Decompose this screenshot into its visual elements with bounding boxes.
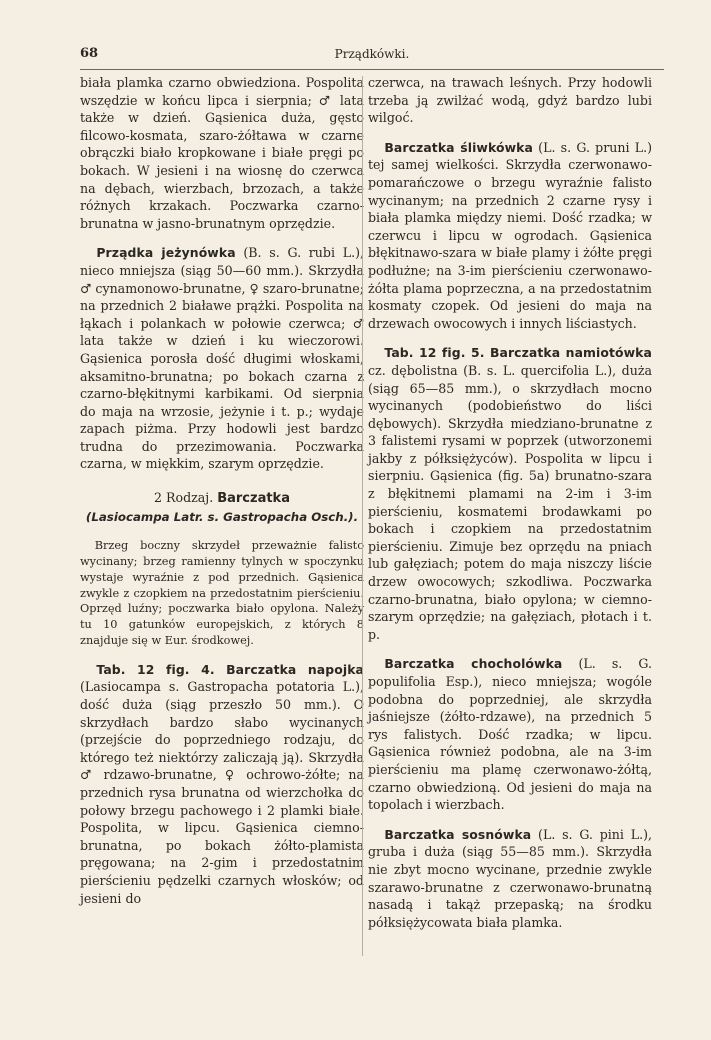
entry-text: (Lasiocampa s. Gastropacha potatoria L.), dość duża (siąg przeszło 50 mm.). O skrzydłach bardzo słabo wycinanych (przejście do poprzedniego rodzaju, do którego też niektórzy zaliczają ją). Skrzydła ♂ rdzawo-brunatne, ♀ ochrowo-żółte; na przednich rysa brunatna od wierzchołka do połowy brzegu pachowego i 2 plamki białe. Pospolita, w lipcu. Gąsienica ciemno-brunatna, po bokach żółto-plamista pręgowana; na 2-gim i przedostatnim pierścieniu pędzelki czarnych włosków; od jesieni do — [80, 679, 364, 906]
genus-latin-name: (Lasiocampa Latr. s. Gastropacha Osch.). — [85, 509, 359, 524]
entry-text: (B. s. G. rubi L.), nieco mniejsza (siąg 50—60 mm.). Skrzydła ♂ cynamonowo-brunatne, ♀ szaro-brunatne; na przednich 2 białawe prążki. Pospolita na łąkach i polankach w połowie czerwca; ♂ lata także w dzień i ku wieczorowi. Gąsienica porosła dość długimi włoskami, aksamitno-brunatna; po bokach czarna z czarno-błękitnymi karbikami. Od sierpnia do maja na wrzosie, jeżynie i t. p.; wydaje zapach piżma. Przy hodowli jest bardzo trudna do przezimowania. Poczwarka czarna, w miękkim, szarym oprzędzie. — [80, 245, 364, 472]
species-name: Barczatka chocholówka — [384, 656, 563, 672]
entry-text: (L. s. G. pruni L.) tej samej wielkości. Skrzydła czerwonawo-pomarańczowe o brzegu wyraźnie falisto wycinanym; na przednich 2 czarne rysy i biała plamka między niemi. Dość rzadka; w czerwcu i lipcu w ogrodach. Gąsienica błękitnawo-szara w białe plamy i żółte pręgi podłużne; na 3-im pierścieniu czerwonawo-żółta plama poprzeczna, a na przedostatnim kosmaty czopek. Od jesieni do maja na drzewach owocowych i innych liściastych. — [368, 139, 652, 331]
paragraph-continuation: czerwca, na trawach leśnych. Przy hodowli trzeba ją zwilżać wodą, gdyż bardzo lubi wilgoć. — [368, 75, 652, 126]
page-header — [80, 45, 664, 63]
entry-barczatka-sosnowka — [368, 826, 652, 932]
genus-prefix: 2 Rodzaj. — [154, 490, 218, 506]
genus-heading — [80, 489, 364, 508]
page-number: 68 — [80, 46, 99, 61]
genus-name: Barczatka — [217, 491, 290, 507]
column-divider — [362, 76, 363, 956]
entry-text: (L. s. G. populifolia Esp.), nieco mniejsza; wogóle podobna do poprzedniej, ale skrzydła jaśniejsze (żółto-rdzawe), na przednich 5 rys falistych. Dość rzadka; w lipcu. Gąsienica również podobna, ale na 3-im pierścieniu ma plamę czerwonawo-żółtą, czarno obwiedzioną. Od jesieni do maja na topolach i wierzbach. — [368, 656, 652, 813]
right-column — [368, 74, 652, 931]
entry-text: cz. dębolistna (B. s. L. quercifolia L.), duża (siąg 65—85 mm.), o skrzydłach mocno wycinanych (podobieństwo do liści dębowych). Skrzydła miedziano-brunatne z 3 falistemi rysami w poprzek (utworzonemi jakby z półksiężyców). Pospolita w lipcu i sierpniu. Gąsienica (fig. 5a) brunatno-szara z błękitnemi plamami na 2-im i 3-im pierścieniu, kosmatemi brodawkami po bokach i czopkiem na przedostatnim pierścieniu. Zimuje bez oprzędu na pniach lub gałęziach; potem do maja niszczy liście drzew owocowych; szkodliwa. Poczwarka czarno-brunatna, biało opylona; w ciemno-szarym oprzędzie; na gałęziach, płotach i t. p. — [368, 362, 652, 642]
header-rule — [80, 69, 664, 70]
species-name: Tab. 12 fig. 4. Barczatka napojka — [96, 661, 364, 677]
left-column — [80, 74, 364, 907]
entry-text: (L. s. G. pini L.), gruba i duża (siąg 55—85 mm.). Skrzydła nie zbyt mocno wycinane, przednie zwykle szarawo-brunatne z czerwonawo-brunatną nasadą i takąż przepaską; na środku półksiężycowata biała plamka. — [368, 826, 652, 930]
paragraph-continuation: biała plamka czarno obwiedziona. Pospolita wszędzie w końcu lipca i sierpnia; ♂ lata także w dzień. Gąsienica duża, gęsto filcowo-kosmata, szaro-żółtawa w czarne obrączki biało kropkowane i białe pręgi po bokach. W jesieni i na wiosnę do czerwca na dębach, wierzbach, brzozach, a także różnych krzakach. Poczwarka czarno-brunatna w jasno-brunatnym oprzędzie. — [80, 75, 364, 231]
entry-barczatka-namiotowka — [368, 344, 652, 643]
entry-barczatka-chocholowka — [368, 655, 652, 813]
entry-barczatka-napojka — [80, 661, 364, 907]
entry-przadka-jezynowka — [80, 244, 364, 473]
genus-description: Brzeg boczny skrzydeł przeważnie falisto wycinany; brzeg ramienny tylnych w spoczynku wystaje wyraźnie z pod przednich. Gąsienica zwykle z czopkiem na przedostatnim pierścieniu. Oprzęd luźny; poczwarka biało opylona. Należy tu 10 gatunków europejskich, z których 8 znajduje się w Eur. środkowej. — [80, 539, 364, 648]
species-name: Prządka jeżynówka — [96, 245, 236, 261]
species-name: Barczatka sosnówka — [384, 826, 532, 842]
running-head: Prządkówki. — [334, 47, 410, 61]
species-name: Barczatka śliwkówka — [384, 139, 533, 155]
entry-barczatka-sliwkowka — [368, 139, 652, 333]
species-name: Tab. 12 fig. 5. Barczatka namiotówka — [384, 345, 652, 361]
